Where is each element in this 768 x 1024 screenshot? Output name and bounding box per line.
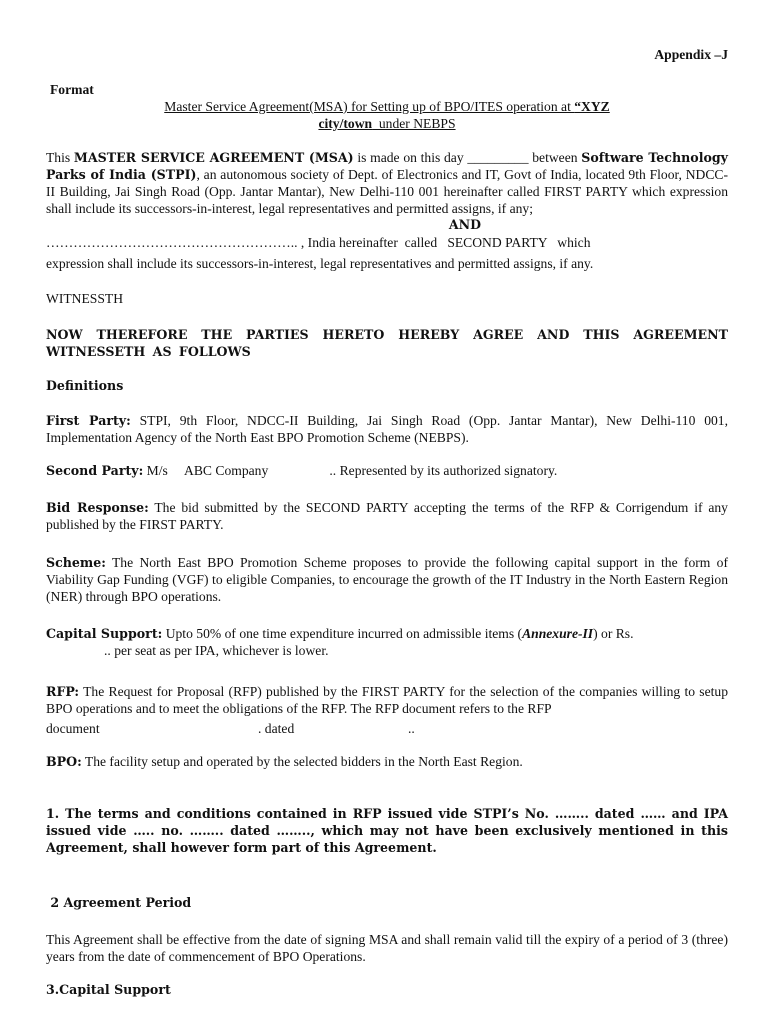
and-label: AND xyxy=(448,217,482,232)
definition-rfp-line3: document . dated .. xyxy=(46,721,415,736)
definition-bpo: BPO: The facility setup and operated by the selected bidders in the North East Region. xyxy=(46,754,523,769)
second-party-line-2: expression shall include its successors-in-interest, legal representatives and permitted assigns, if any. xyxy=(46,256,594,271)
definition-bid-response: Bid Response: The bid submitted by the SECOND PARTY accepting the terms of the RFP & Corrigendum if any published by the FIRST PARTY. xyxy=(46,500,728,532)
definition-first-party: First Party: STPI, 9th Floor, NDCC-II Building, Jai Singh Road (Opp. Jantar Mantar), New Delhi-110 001, Implementation Agency of the North East BPO Promotion Scheme (NEBPS). xyxy=(46,413,728,445)
witnessth-label: WITNESSTH xyxy=(46,291,124,306)
definition-rfp: RFP: The Request for Proposal (RFP) published by the FIRST PARTY for the selection of the companies willing to setup BPO operations and to meet the obligations of the RFP. The RFP document refers to the RFP xyxy=(46,684,728,716)
clause-1: 1. The terms and conditions contained in RFP issued vide STPI’s No. …….. dated …… and IPA issued vide ….. no. …….. dated …….., which may not have been exclusively mentioned in this Agreement, shall however form part of this Agreement. xyxy=(46,806,728,855)
second-party-line: ……………………………………………….. , India hereinafter called SECOND PARTY which xyxy=(46,235,591,250)
clause-2-heading: 2 Agreement Period xyxy=(46,895,192,910)
format-label: Format xyxy=(50,82,94,97)
clause-3-heading: 3.Capital Support xyxy=(46,982,171,997)
intro-paragraph: This MASTER SERVICE AGREEMENT (MSA) is made on this day _________ between Software Technology Parks of India (STPI), an autonomous society of Dept. of Electronics and IT, Govt of India, located 9th Floor, NDCC-II Building, Jai Singh Road (Opp. Jantar Mantar), New Delhi-110 001 hereinafter called FIRST PARTY which expression shall include its successors-in-interest, legal representatives and permitted assigns, if any; xyxy=(46,150,729,216)
appendix-label: Appendix –J xyxy=(654,47,728,62)
definition-second-party: Second Party: M/s ABC Company .. Represented by its authorized signatory. xyxy=(46,463,558,478)
definition-scheme: Scheme: The North East BPO Promotion Scheme proposes to provide the following capital support in the form of Viability Gap Funding (VGF) to eligible Companies, to encourage the growth of the IT Industry in the North Eastern Region (NER) through BPO operations. xyxy=(46,555,728,604)
clause-2-text: This Agreement shall be effective from the date of signing MSA and shall remain valid till the expiry of a period of 3 (three) years from the date of commencement of BPO Operations. xyxy=(46,932,728,964)
document-title: Master Service Agreement(MSA) for Setting up of BPO/ITES operation at “XYZ city/town under NEBPS xyxy=(164,99,610,131)
now-therefore-heading: NOW THEREFORE THE PARTIES HERETO HEREBY AGREE AND THIS AGREEMENT WITNESSETH AS FOLLOWS xyxy=(46,327,728,359)
definitions-heading: Definitions xyxy=(46,378,124,393)
definition-capital-support: Capital Support: Upto 50% of one time expenditure incurred on admissible items (Annexure-II) or Rs. .. per seat as per IPA, whichever is lower. xyxy=(46,626,634,658)
